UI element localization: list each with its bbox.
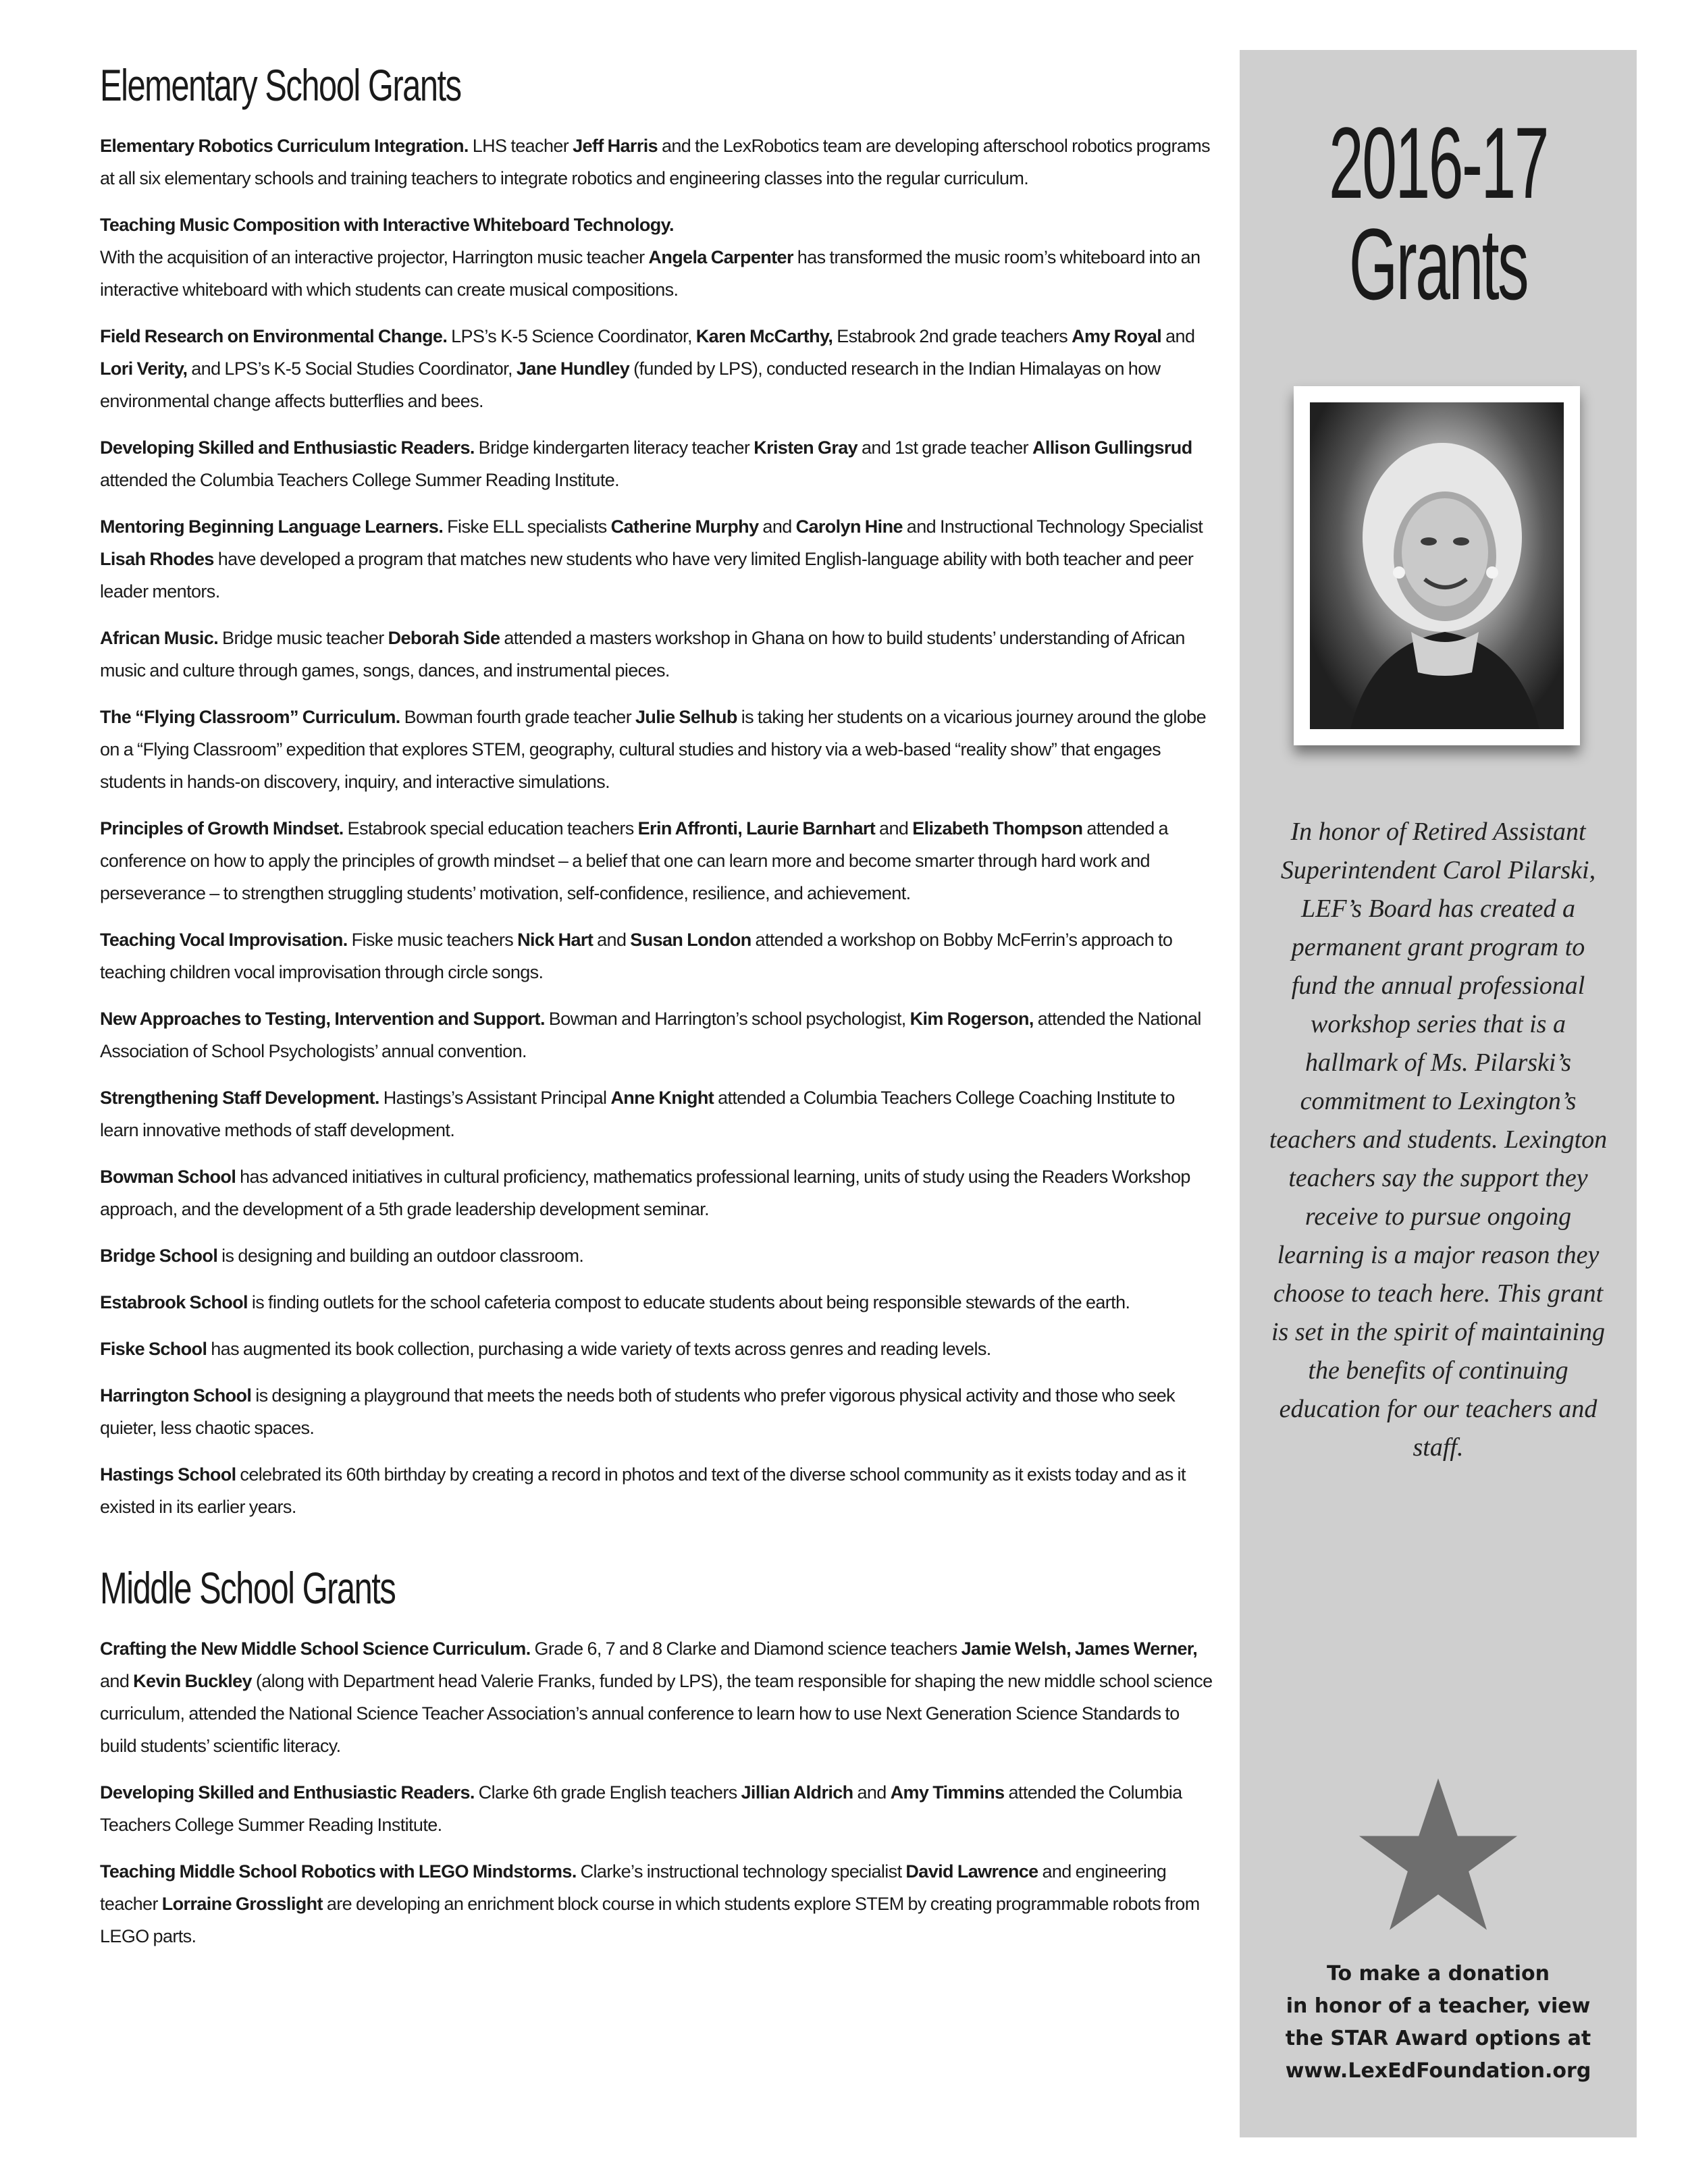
grant-emphasis: Kristen Gray xyxy=(754,437,858,458)
grant-text: and xyxy=(853,1782,891,1803)
grant-entry xyxy=(100,1161,1215,1225)
grant-entry xyxy=(100,320,1215,417)
grant-text: Bowman and Harrington’s school psychologist, xyxy=(544,1009,910,1029)
middle-section-title: Middle School Grants xyxy=(100,1563,396,1613)
grant-text: attended the Columbia Teachers College Summer Reading Institute. xyxy=(100,470,620,490)
grant-text: and Instructional Technology Specialist xyxy=(902,516,1203,537)
grant-text: has transformed the music room’s whiteboard into an interactive whiteboard with which students can create musical compositions. xyxy=(100,247,1201,300)
grant-entry xyxy=(100,622,1215,687)
grant-text: Hastings’s Assistant Principal xyxy=(379,1088,611,1108)
grant-emphasis: Teaching Music Composition with Interactive Whiteboard Technology. xyxy=(100,215,674,235)
grant-text: and xyxy=(593,930,631,950)
grant-text: Grade 6, 7 and 8 Clarke and Diamond science teachers xyxy=(530,1639,961,1659)
grant-text: and the LexRobotics team are developing afterschool robotics programs at all six elementary schools and training teachers to integrate robotics and engineering classes into the regular curriculum. xyxy=(100,136,1211,188)
grant-entry xyxy=(100,812,1215,909)
grant-text: and LPS’s K-5 Social Studies Coordinator, xyxy=(187,358,517,379)
grant-emphasis: Catherine Murphy xyxy=(610,516,759,537)
grant-text: attended the Columbia Teachers College Summer Reading Institute. xyxy=(100,1782,1182,1835)
grant-emphasis: Teaching Middle School Robotics with LEGO Mindstorms. xyxy=(100,1861,577,1882)
donation-line-3: the STAR Award options at xyxy=(1285,2027,1591,2050)
grant-text: and xyxy=(875,818,913,838)
grant-emphasis: Amy Timmins xyxy=(890,1782,1005,1803)
sidebar-title-grants: Grants xyxy=(1348,207,1528,321)
grant-text: and engineering teacher xyxy=(100,1861,1167,1914)
grant-text: Fiske music teachers xyxy=(347,930,518,950)
grant-emphasis: Hastings School xyxy=(100,1464,236,1485)
elementary-section-title: Elementary School Grants xyxy=(100,60,461,110)
grant-text: attended a masters workshop in Ghana on how to build students’ understanding of African music and culture through games, songs, dances, and instrumental pieces. xyxy=(100,628,1185,681)
donation-line-1: To make a donation xyxy=(1327,1962,1550,1986)
grant-emphasis: Angela Carpenter xyxy=(648,247,793,267)
grant-emphasis: New Approaches to Testing, Intervention and Support. xyxy=(100,1009,545,1029)
grant-emphasis: Lori Verity, xyxy=(100,358,188,379)
grant-emphasis: Allison Gullingsrud xyxy=(1032,437,1192,458)
grant-emphasis: The “Flying Classroom” Curriculum. xyxy=(100,707,400,727)
grant-text: has advanced initiatives in cultural proficiency, mathematics professional learning, units of study using the Readers Workshop approach, and the development of a 5th grade leadership development seminar. xyxy=(100,1167,1190,1219)
grant-entry xyxy=(100,1776,1215,1841)
grant-emphasis: African Music. xyxy=(100,628,219,648)
grant-emphasis: Jane Hundley xyxy=(516,358,630,379)
grant-text: is finding outlets for the school cafeteria compost to educate students about being responsible stewards of the earth. xyxy=(247,1292,1130,1312)
main-column xyxy=(100,59,1215,1967)
grant-text: has augmented its book collection, purchasing a wide variety of texts across genres and reading levels. xyxy=(207,1339,991,1359)
grant-emphasis: Carolyn Hine xyxy=(795,516,903,537)
grant-emphasis: Deborah Side xyxy=(388,628,500,648)
grant-emphasis: Mentoring Beginning Language Learners. xyxy=(100,516,444,537)
grant-text: have developed a program that matches new students who have very limited English-language ability with both teacher and peer leader mentors. xyxy=(100,549,1194,602)
grant-emphasis: Crafting the New Middle School Science Curriculum. xyxy=(100,1639,531,1659)
grant-text: and xyxy=(100,1671,134,1691)
grant-emphasis: Estabrook School xyxy=(100,1292,248,1312)
grant-entry xyxy=(100,1458,1215,1523)
grant-text: Clarke 6th grade English teachers xyxy=(474,1782,741,1803)
grant-text: are developing an enrichment block course in which students explore STEM by creating programmable robots from LEGO parts. xyxy=(100,1894,1200,1946)
grant-emphasis: Amy Royal xyxy=(1072,326,1162,346)
grant-emphasis: Bowman School xyxy=(100,1167,236,1187)
grant-emphasis: Field Research on Environmental Change. xyxy=(100,326,448,346)
grant-entry xyxy=(100,431,1215,496)
grant-text: and xyxy=(1161,326,1195,346)
grant-emphasis: Karen McCarthy, xyxy=(695,326,833,346)
grant-text: is designing and building an outdoor classroom. xyxy=(217,1246,584,1266)
sidebar-title-year: 2016-17 xyxy=(1329,106,1548,219)
grant-entry xyxy=(100,1632,1215,1762)
grant-entry xyxy=(100,924,1215,988)
grant-text: With the acquisition of an interactive projector, Harrington music teacher xyxy=(100,247,649,267)
grant-emphasis: Developing Skilled and Enthusiastic Readers. xyxy=(100,1782,475,1803)
sidebar-title xyxy=(1240,106,1637,321)
grant-text: and 1st grade teacher xyxy=(858,437,1032,458)
grant-entry xyxy=(100,1082,1215,1146)
grant-text: celebrated its 60th birthday by creating a record in photos and text of the diverse school community as it exists today and as it existed in its earlier years. xyxy=(100,1464,1186,1517)
grant-emphasis: Jillian Aldrich xyxy=(741,1782,853,1803)
grant-emphasis: Julie Selhub xyxy=(635,707,737,727)
grant-text: attended the National Association of School Psychologists’ annual convention. xyxy=(100,1009,1201,1061)
grant-emphasis: David Lawrence xyxy=(905,1861,1038,1882)
grant-emphasis: Jeff Harris xyxy=(573,136,658,156)
grant-text: Bowman fourth grade teacher xyxy=(400,707,635,727)
grant-entry xyxy=(100,130,1215,194)
grant-text: LHS teacher xyxy=(468,136,573,156)
grant-entry xyxy=(100,1240,1215,1272)
honor-text: In honor of Retired Assistant Superintendent Carol Pilarski, LEF’s Board has created a permanent grant program to fund the annual professional workshop series that is a hallmark of Ms. Pilarski’s commitment to Lexington’s teachers and students. Lexington teachers say the support they receive to pursue ongoing learning is a major reason they choose to teach here. This grant is set in the spirit of maintaining the benefits of continuing education for our teachers and staff. xyxy=(1269,818,1608,1462)
grant-entry xyxy=(100,1333,1215,1365)
grant-entry xyxy=(100,1855,1215,1952)
grant-emphasis: Principles of Growth Mindset. xyxy=(100,818,344,838)
grant-text: (along with Department head Valerie Franks, funded by LPS), the team responsible for shaping the new middle school science curriculum, attended the National Science Teacher Association’s annual conference to learn how to use Next Generation Science Standards to build students’ scientific literacy. xyxy=(100,1671,1213,1756)
grant-text: Bridge music teacher xyxy=(218,628,388,648)
grant-emphasis: Elementary Robotics Curriculum Integration. xyxy=(100,136,469,156)
grant-emphasis: Anne Knight xyxy=(610,1088,714,1108)
grant-text: (funded by LPS), conducted research in the Indian Himalayas on how environmental change affects butterflies and bees. xyxy=(100,358,1161,411)
portrait-photo xyxy=(1310,402,1564,729)
grant-text: Bridge kindergarten literacy teacher xyxy=(474,437,754,458)
grant-text: Estabrook 2nd grade teachers xyxy=(833,326,1072,346)
photo-frame xyxy=(1294,386,1580,745)
grant-emphasis: Strengthening Staff Development. xyxy=(100,1088,379,1108)
grant-text: attended a workshop on Bobby McFerrin’s approach to teaching children vocal improvisation through circle songs. xyxy=(100,930,1173,982)
grant-text: and xyxy=(758,516,796,537)
grant-emphasis: Teaching Vocal Improvisation. xyxy=(100,930,348,950)
grant-emphasis: Elizabeth Thompson xyxy=(912,818,1083,838)
grant-entry xyxy=(100,1003,1215,1067)
grant-entry xyxy=(100,209,1215,306)
grant-emphasis: Nick Hart xyxy=(517,930,594,950)
elementary-grant-list xyxy=(100,130,1215,1523)
grant-emphasis: Fiske School xyxy=(100,1339,207,1359)
grant-text: Clarke’s instructional technology specialist xyxy=(576,1861,906,1882)
grant-text: Estabrook special education teachers xyxy=(343,818,638,838)
grant-entry xyxy=(100,1286,1215,1319)
grant-emphasis: Kim Rogerson, xyxy=(909,1009,1034,1029)
grant-text: attended a Columbia Teachers College Coaching Institute to learn innovative methods of staff development. xyxy=(100,1088,1175,1140)
star-icon xyxy=(1356,1778,1521,1935)
sidebar xyxy=(1240,50,1637,2137)
grant-emphasis: Lisah Rhodes xyxy=(100,549,214,569)
grant-entry xyxy=(100,1379,1215,1444)
middle-grant-list xyxy=(100,1632,1215,1952)
grant-text: LPS’s K-5 Science Coordinator, xyxy=(447,326,696,346)
grant-emphasis: Developing Skilled and Enthusiastic Readers. xyxy=(100,437,475,458)
grant-emphasis: Lorraine Grosslight xyxy=(161,1894,323,1914)
grant-entry xyxy=(100,510,1215,608)
grant-emphasis: Susan London xyxy=(630,930,751,950)
grant-text: is taking her students on a vicarious journey around the globe on a “Flying Classroom” expedition that explores STEM, geography, cultural studies and history via a web-based “reality show” that engages students in hands-on discovery, inquiry, and interactive simulations. xyxy=(100,707,1206,792)
grant-emphasis: Harrington School xyxy=(100,1385,252,1406)
grant-emphasis: Bridge School xyxy=(100,1246,218,1266)
donation-website-link[interactable]: www.LexEdFoundation.org xyxy=(1285,2059,1591,2083)
grant-entry xyxy=(100,701,1215,798)
grant-text: is designing a playground that meets the needs both of students who prefer vigorous physical activity and those who seek quieter, less chaotic spaces. xyxy=(100,1385,1176,1438)
donation-line-2: in honor of a teacher, view xyxy=(1286,1994,1591,2018)
donation-note xyxy=(1246,1958,1630,2087)
grant-emphasis: Erin Affronti, Laurie Barnhart xyxy=(637,818,876,838)
grant-text: Fiske ELL specialists xyxy=(443,516,611,537)
grant-emphasis: Jamie Welsh, James Werner, xyxy=(961,1639,1198,1659)
grant-text: attended a conference on how to apply the principles of growth mindset – a belief that one can learn more and become smarter through hard work and perseverance – to strengthen struggling students’ motivation, self-confidence, resilience, and achievement. xyxy=(100,818,1168,903)
grant-emphasis: Kevin Buckley xyxy=(133,1671,252,1691)
